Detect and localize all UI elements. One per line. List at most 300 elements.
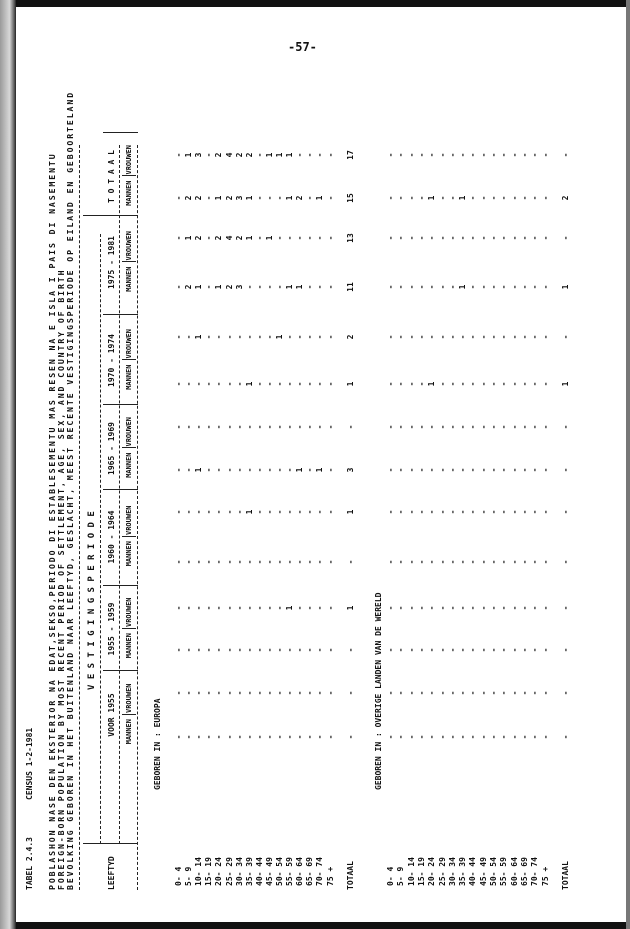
sex-header-male: MANNEN xyxy=(125,364,133,390)
age-group-label: 35- 39 xyxy=(458,857,468,886)
table-cell: - xyxy=(499,424,509,430)
column-divider xyxy=(122,360,136,361)
table-cell: - xyxy=(194,509,204,515)
table-cell: - xyxy=(174,152,183,158)
table-cell: - xyxy=(174,235,183,241)
table-cell: 1 xyxy=(295,467,305,473)
table-cell: - xyxy=(437,235,447,241)
table-cell: - xyxy=(254,605,264,611)
table-cell: - xyxy=(447,334,457,340)
rotated-table xyxy=(25,90,585,890)
table-cell: - xyxy=(478,647,488,653)
table-cell: - xyxy=(264,734,274,740)
period-header: T O T A A L xyxy=(107,150,116,203)
table-cell: - xyxy=(489,734,498,740)
column-divider xyxy=(122,714,136,715)
table-cell: - xyxy=(396,424,406,430)
title-dutch: BEVOLKING GEBOREN IN HET BUITENLAND NAAR LEEFTYD, GESLACHT, MEEST RECENTE VESTIGINGSPERIODE OP EILAND EN GEBOORTELAND xyxy=(65,90,75,890)
table-cell: - xyxy=(325,152,335,158)
table-cell: - xyxy=(530,734,540,740)
sex-header-male: MANNEN xyxy=(125,541,133,567)
table-cell: - xyxy=(325,235,335,241)
table-cell: - xyxy=(478,559,488,565)
table-cell: 2 xyxy=(244,152,254,158)
table-cell: 3 xyxy=(194,152,204,158)
table-cell: - xyxy=(315,559,325,565)
table-cell: - xyxy=(295,559,305,565)
age-group-label: 40- 44 xyxy=(254,857,264,886)
table-cell: - xyxy=(234,381,244,387)
table-cell: - xyxy=(499,559,509,565)
total-cell: - xyxy=(346,690,355,696)
table-cell: - xyxy=(447,195,457,201)
table-cell: - xyxy=(499,195,509,201)
census-date: CENSUS 1-2-1981 xyxy=(25,727,34,800)
table-cell: - xyxy=(325,734,335,740)
column-divider xyxy=(122,536,136,537)
table-cell: 3 xyxy=(234,284,244,290)
period-group-label: V E S T I G I N G S P E R I O D E xyxy=(87,511,97,690)
table-cell: - xyxy=(254,334,264,340)
table-cell: - xyxy=(254,152,264,158)
table-cell: - xyxy=(234,559,244,565)
table-cell: - xyxy=(214,424,224,430)
table-cell: - xyxy=(264,381,274,387)
sex-header-male: MANNEN xyxy=(125,266,133,292)
table-cell: - xyxy=(416,235,426,241)
table-cell: - xyxy=(458,559,468,565)
table-cell: - xyxy=(478,424,488,430)
table-cell: - xyxy=(204,235,214,241)
total-cell: - xyxy=(346,559,355,565)
table-cell: - xyxy=(264,195,274,201)
table-cell: - xyxy=(325,605,335,611)
table-cell: - xyxy=(275,647,284,653)
table-cell: 1 xyxy=(264,235,274,241)
table-cell: - xyxy=(244,334,254,340)
table-cell: - xyxy=(416,734,426,740)
table-cell: - xyxy=(224,467,234,473)
scan-border-right xyxy=(626,0,630,929)
table-cell: - xyxy=(499,284,509,290)
table-cell: - xyxy=(194,381,204,387)
table-cell: - xyxy=(447,284,457,290)
table-cell: - xyxy=(396,690,406,696)
table-cell: - xyxy=(406,381,416,387)
total-cell: - xyxy=(346,647,355,653)
age-group-label: 5- 9 xyxy=(396,866,406,886)
table-cell: - xyxy=(499,734,509,740)
table-cell: - xyxy=(204,605,214,611)
table-cell: - xyxy=(468,467,478,473)
table-cell: - xyxy=(315,605,325,611)
table-cell: - xyxy=(489,235,498,241)
table-cell: - xyxy=(468,152,478,158)
table-cell: - xyxy=(540,235,550,241)
table-cell: - xyxy=(295,424,305,430)
table-cell: - xyxy=(244,690,254,696)
table-cell: - xyxy=(234,467,244,473)
table-cell: 1 xyxy=(275,334,284,340)
table-cell: - xyxy=(325,690,335,696)
table-cell: - xyxy=(509,734,519,740)
age-group-label: 40- 44 xyxy=(468,857,478,886)
table-cell: - xyxy=(325,195,335,201)
table-cell: - xyxy=(509,152,519,158)
table-cell: - xyxy=(468,235,478,241)
table-cell: - xyxy=(305,734,315,740)
table-cell: - xyxy=(540,690,550,696)
age-group-label: 70- 74 xyxy=(530,857,540,886)
table-cell: - xyxy=(234,734,244,740)
table-cell: - xyxy=(234,605,244,611)
table-cell: - xyxy=(325,424,335,430)
table-cell: - xyxy=(499,152,509,158)
table-cell: - xyxy=(478,381,488,387)
table-cell: - xyxy=(489,509,498,515)
table-cell: - xyxy=(540,381,550,387)
age-group-label: 45- 49 xyxy=(478,857,488,886)
sex-header-male: MANNEN xyxy=(125,633,133,659)
table-cell: - xyxy=(396,559,406,565)
table-cell: - xyxy=(285,509,295,515)
table-cell: - xyxy=(478,605,488,611)
table-cell: 1 xyxy=(194,467,204,473)
sex-header-male: MANNEN xyxy=(125,452,133,478)
table-cell: - xyxy=(468,381,478,387)
table-cell: - xyxy=(295,334,305,340)
total-cell: 1 xyxy=(561,284,570,290)
table-cell: 1 xyxy=(214,284,224,290)
table-cell: - xyxy=(275,195,284,201)
section-title: GEBOREN IN : OVERIGE LANDEN VAN DE WERELD xyxy=(374,592,383,790)
table-cell: - xyxy=(530,424,540,430)
age-group-label: 70- 74 xyxy=(315,857,325,886)
table-cell: - xyxy=(447,381,457,387)
table-cell: - xyxy=(244,647,254,653)
table-cell: - xyxy=(386,334,395,340)
table-cell: - xyxy=(499,647,509,653)
age-group-label: 50- 54 xyxy=(489,857,498,886)
table-cell: - xyxy=(285,647,295,653)
table-cell: - xyxy=(468,509,478,515)
total-cell: - xyxy=(561,152,570,158)
table-cell: - xyxy=(234,690,244,696)
table-cell: - xyxy=(194,559,204,565)
sex-header-female: VROUWEN xyxy=(125,416,133,447)
table-cell: 2 xyxy=(194,195,204,201)
table-cell: - xyxy=(214,559,224,565)
table-cell: - xyxy=(254,467,264,473)
sex-header-female: VROUWEN xyxy=(125,505,133,535)
table-cell: 1 xyxy=(427,195,437,201)
table-cell: - xyxy=(204,334,214,340)
table-cell: - xyxy=(285,690,295,696)
table-cell: - xyxy=(275,690,284,696)
age-group-label: 55- 59 xyxy=(285,857,295,886)
table-cell: - xyxy=(224,381,234,387)
table-cell: - xyxy=(458,647,468,653)
table-cell: - xyxy=(184,559,194,565)
table-cell: - xyxy=(458,605,468,611)
table-cell: - xyxy=(264,509,274,515)
table-cell: - xyxy=(194,690,204,696)
table-cell: - xyxy=(204,734,214,740)
table-id: TABEL 2.4.3 xyxy=(25,837,34,890)
section-title: GEBOREN IN : EUROPA xyxy=(153,698,162,790)
table-cell: - xyxy=(244,605,254,611)
table-cell: - xyxy=(174,605,183,611)
table-cell: - xyxy=(214,509,224,515)
table-cell: - xyxy=(509,559,519,565)
table-cell: - xyxy=(540,467,550,473)
table-cell: - xyxy=(509,334,519,340)
table-cell: - xyxy=(416,381,426,387)
table-cell: - xyxy=(254,509,264,515)
table-cell: - xyxy=(437,559,447,565)
table-cell: - xyxy=(315,424,325,430)
table-cell: - xyxy=(416,605,426,611)
table-cell: - xyxy=(396,509,406,515)
age-group-label: 15- 19 xyxy=(204,857,214,886)
table-cell: - xyxy=(519,152,529,158)
table-cell: - xyxy=(295,509,305,515)
table-cell: - xyxy=(315,509,325,515)
table-cell: - xyxy=(447,509,457,515)
table-cell: - xyxy=(305,559,315,565)
table-cell: - xyxy=(224,424,234,430)
table-cell: - xyxy=(204,284,214,290)
table-cell: 1 xyxy=(244,509,254,515)
table-cell: - xyxy=(509,467,519,473)
divider xyxy=(137,145,138,890)
total-cell: - xyxy=(561,734,570,740)
table-cell: - xyxy=(396,734,406,740)
table-cell: - xyxy=(396,605,406,611)
table-cell: - xyxy=(489,381,498,387)
table-cell: - xyxy=(437,734,447,740)
total-cell: - xyxy=(561,605,570,611)
table-cell: - xyxy=(315,152,325,158)
table-cell: - xyxy=(396,235,406,241)
table-cell: - xyxy=(224,605,234,611)
table-cell: - xyxy=(254,690,264,696)
table-cell: - xyxy=(427,284,437,290)
table-cell: - xyxy=(540,734,550,740)
table-cell: - xyxy=(275,509,284,515)
book-spine-edge xyxy=(0,0,16,929)
table-cell: - xyxy=(458,509,468,515)
table-cell: - xyxy=(184,605,194,611)
table-cell: - xyxy=(204,690,214,696)
table-cell: - xyxy=(396,284,406,290)
age-group-label: 20- 24 xyxy=(427,857,437,886)
table-cell: - xyxy=(478,467,488,473)
table-cell: - xyxy=(530,152,540,158)
table-cell: - xyxy=(437,334,447,340)
table-cell: - xyxy=(386,647,395,653)
table-cell: - xyxy=(406,647,416,653)
table-cell: - xyxy=(427,559,437,565)
table-cell: - xyxy=(315,381,325,387)
column-divider xyxy=(122,262,136,263)
table-cell: - xyxy=(519,235,529,241)
table-cell: - xyxy=(478,509,488,515)
table-cell: - xyxy=(478,334,488,340)
table-cell: - xyxy=(478,284,488,290)
table-cell: 2 xyxy=(224,195,234,201)
table-cell: - xyxy=(437,381,447,387)
table-cell: 2 xyxy=(184,195,194,201)
table-cell: - xyxy=(174,734,183,740)
table-cell: - xyxy=(530,559,540,565)
table-cell: - xyxy=(204,152,214,158)
total-cell: 13 xyxy=(346,233,355,243)
table-cell: - xyxy=(174,647,183,653)
total-cell: 3 xyxy=(346,467,355,473)
table-cell: - xyxy=(264,334,274,340)
table-cell: - xyxy=(244,424,254,430)
table-cell: - xyxy=(315,690,325,696)
table-cell: - xyxy=(406,424,416,430)
table-cell: - xyxy=(285,559,295,565)
table-cell: - xyxy=(214,605,224,611)
total-cell: - xyxy=(561,647,570,653)
table-cell: - xyxy=(437,690,447,696)
table-cell: - xyxy=(254,647,264,653)
table-cell: - xyxy=(509,647,519,653)
table-cell: - xyxy=(530,690,540,696)
table-cell: - xyxy=(214,734,224,740)
table-cell: - xyxy=(325,284,335,290)
age-group-label: 55- 59 xyxy=(499,857,509,886)
table-cell: 2 xyxy=(194,235,204,241)
table-cell: - xyxy=(416,690,426,696)
total-cell: - xyxy=(561,559,570,565)
total-cell: 1 xyxy=(561,381,570,387)
table-cell: - xyxy=(458,424,468,430)
table-cell: 1 xyxy=(244,235,254,241)
table-cell: - xyxy=(275,467,284,473)
table-cell: - xyxy=(174,381,183,387)
table-cell: - xyxy=(447,559,457,565)
table-cell: - xyxy=(254,195,264,201)
table-cell: - xyxy=(530,509,540,515)
table-cell: - xyxy=(416,152,426,158)
table-cell: - xyxy=(194,605,204,611)
total-cell: - xyxy=(561,334,570,340)
table-cell: - xyxy=(174,334,183,340)
table-cell: - xyxy=(478,235,488,241)
age-group-label: 20- 24 xyxy=(214,857,224,886)
table-cell: - xyxy=(254,734,264,740)
table-cell: - xyxy=(416,467,426,473)
table-cell: 1 xyxy=(244,381,254,387)
scan-border-bottom xyxy=(0,922,630,929)
table-cell: - xyxy=(509,424,519,430)
table-cell: - xyxy=(499,467,509,473)
table-cell: - xyxy=(295,734,305,740)
column-divider xyxy=(103,586,138,587)
total-cell: 17 xyxy=(346,150,355,160)
table-cell: - xyxy=(447,424,457,430)
table-cell: - xyxy=(468,734,478,740)
table-cell: - xyxy=(325,467,335,473)
table-cell: - xyxy=(458,734,468,740)
table-cell: 1 xyxy=(275,152,284,158)
total-cell: 15 xyxy=(346,193,355,203)
table-cell: - xyxy=(234,647,244,653)
table-cell: - xyxy=(305,509,315,515)
table-cell: - xyxy=(458,152,468,158)
total-cell: - xyxy=(561,690,570,696)
total-cell: - xyxy=(561,509,570,515)
table-cell: - xyxy=(416,284,426,290)
age-group-label: 5- 9 xyxy=(184,866,194,886)
table-cell: - xyxy=(386,284,395,290)
table-cell: - xyxy=(427,152,437,158)
table-cell: - xyxy=(468,284,478,290)
age-group-label: 0- 4 xyxy=(386,866,395,886)
period-header: 1960 - 1964 xyxy=(107,510,116,564)
table-cell: - xyxy=(305,381,315,387)
column-divider xyxy=(122,628,136,629)
table-cell: - xyxy=(519,690,529,696)
table-cell: - xyxy=(396,467,406,473)
table-cell: - xyxy=(214,690,224,696)
age-group-label: 65- 69 xyxy=(305,857,315,886)
table-cell: - xyxy=(489,195,498,201)
table-cell: - xyxy=(315,647,325,653)
table-cell: - xyxy=(396,334,406,340)
table-cell: - xyxy=(264,424,274,430)
table-cell: - xyxy=(184,734,194,740)
table-cell: - xyxy=(406,467,416,473)
table-cell: - xyxy=(194,647,204,653)
table-cell: - xyxy=(194,424,204,430)
age-group-label: 75 + xyxy=(540,866,550,886)
table-cell: - xyxy=(519,559,529,565)
table-cell: - xyxy=(214,467,224,473)
table-cell: - xyxy=(285,424,295,430)
table-cell: - xyxy=(530,195,540,201)
table-cell: - xyxy=(204,559,214,565)
table-cell: - xyxy=(540,152,550,158)
age-group-label: 10- 14 xyxy=(406,857,416,886)
table-cell: - xyxy=(315,284,325,290)
table-cell: - xyxy=(406,690,416,696)
table-cell: - xyxy=(254,284,264,290)
table-cell: - xyxy=(416,334,426,340)
table-cell: - xyxy=(437,195,447,201)
age-column-label: LEEFTYD xyxy=(107,856,116,890)
table-cell: 1 xyxy=(427,381,437,387)
table-cell: - xyxy=(285,734,295,740)
table-cell: - xyxy=(540,647,550,653)
table-cell: - xyxy=(184,467,194,473)
table-cell: - xyxy=(427,647,437,653)
table-cell: - xyxy=(386,467,395,473)
table-cell: - xyxy=(406,195,416,201)
table-cell: - xyxy=(509,235,519,241)
table-cell: 1 xyxy=(285,605,295,611)
age-group-label: 45- 49 xyxy=(264,857,274,886)
sex-header-female: VROUWEN xyxy=(125,597,133,627)
table-cell: 2 xyxy=(234,235,244,241)
table-cell: - xyxy=(427,734,437,740)
table-cell: - xyxy=(509,284,519,290)
table-cell: - xyxy=(509,195,519,201)
